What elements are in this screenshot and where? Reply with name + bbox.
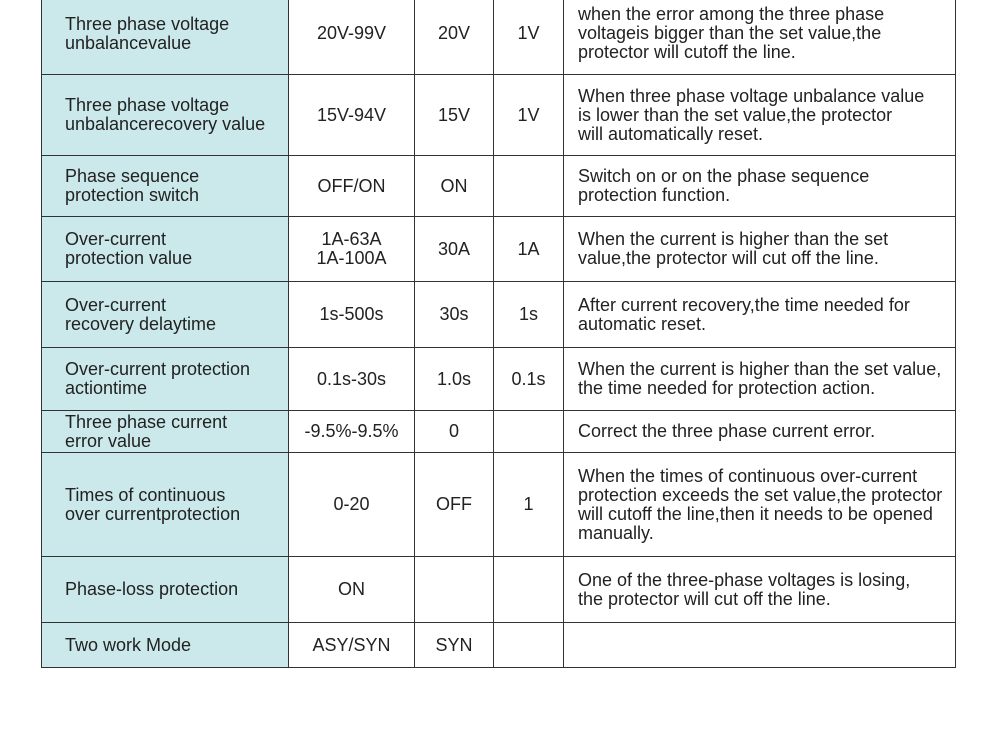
description-cell-line: After current recovery,the time needed for xyxy=(578,294,910,315)
range-cell-line: ASY/SYN xyxy=(312,634,391,655)
parameter-name-cell-line: actiontime xyxy=(65,378,148,398)
parameter-name-cell xyxy=(42,623,289,668)
range-cell-line: OFF/ON xyxy=(317,175,386,196)
parameter-name-cell-line: Three phase voltage xyxy=(65,13,230,34)
table-row xyxy=(42,623,956,668)
description-cell xyxy=(564,156,956,217)
range-cell-line: 1s-500s xyxy=(319,304,384,324)
table-row xyxy=(42,282,956,348)
parameter-name-cell xyxy=(42,75,289,156)
step-cell: 1s xyxy=(494,282,564,348)
parameter-name-cell-line: Times of continuous xyxy=(65,484,226,505)
range-cell-line: -9.5%-9.5% xyxy=(304,421,399,441)
step-cell: 1 xyxy=(494,453,564,557)
range-cell xyxy=(289,217,415,282)
parameter-name-cell-line: unbalancevalue xyxy=(65,32,192,53)
range-cell xyxy=(289,156,415,217)
range-cell xyxy=(289,453,415,557)
table-row xyxy=(42,348,956,411)
description-cell xyxy=(564,411,956,453)
default-cell: 30s xyxy=(415,282,494,348)
step-cell: 0.1s xyxy=(494,348,564,411)
table-row xyxy=(42,453,956,557)
default-cell: ON xyxy=(415,156,494,217)
default-cell: 20V xyxy=(415,0,494,75)
description-cell xyxy=(564,348,956,411)
range-cell-line: 15V-94V xyxy=(316,104,387,125)
range-cell-line: 1A-63A xyxy=(321,229,382,249)
description-cell-line: will automatically reset. xyxy=(578,123,764,144)
range-cell xyxy=(289,75,415,156)
parameter-name-cell-line: protection value xyxy=(65,248,193,268)
range-cell xyxy=(289,557,415,623)
parameter-name-cell-line: Two work Mode xyxy=(65,634,192,655)
range-cell xyxy=(289,411,415,453)
description-cell-line: manually. xyxy=(578,522,654,543)
table-row xyxy=(42,75,956,156)
parameter-table xyxy=(41,0,956,668)
table-row xyxy=(42,217,956,282)
description-cell-line: When the times of continuous over-current xyxy=(578,465,918,486)
table-row xyxy=(42,0,956,75)
default-cell: OFF xyxy=(415,453,494,557)
description-cell xyxy=(564,282,956,348)
range-cell xyxy=(289,0,415,75)
default-cell xyxy=(415,557,494,623)
parameter-name-cell-line: over currentprotection xyxy=(65,503,241,524)
range-cell-line: 0-20 xyxy=(333,494,370,514)
description-cell-line: One of the three-phase voltages is losing, xyxy=(578,569,911,590)
description-cell xyxy=(564,453,956,557)
default-cell: 15V xyxy=(415,75,494,156)
default-cell: 0 xyxy=(415,411,494,453)
range-cell-line: 20V-99V xyxy=(316,23,387,43)
default-cell: 1.0s xyxy=(415,348,494,411)
description-cell-line: is lower than the set value,the protector xyxy=(578,104,893,125)
description-cell-line: When three phase voltage unbalance value xyxy=(578,85,925,106)
description-cell xyxy=(564,217,956,282)
description-cell xyxy=(564,557,956,623)
step-cell xyxy=(494,411,564,453)
range-cell xyxy=(289,348,415,411)
parameter-name-cell-line: Three phase voltage xyxy=(65,95,230,115)
parameter-name-cell-line: Over-current protection xyxy=(65,359,251,379)
description-cell-line: protector will cutoff the line. xyxy=(578,42,796,62)
parameter-name-cell xyxy=(42,348,289,411)
description-cell-line: will cutoff the line,then it needs to be opened xyxy=(578,503,933,524)
parameter-name-cell xyxy=(42,0,289,75)
parameter-name-cell-line: Over-current xyxy=(65,294,167,315)
description-cell-line: When the current is higher than the set value, xyxy=(578,359,942,379)
description-cell-line: protection function. xyxy=(578,185,731,205)
description-cell xyxy=(564,75,956,156)
description-cell-line: value,the protector will cut off the line. xyxy=(578,248,879,268)
step-cell xyxy=(494,156,564,217)
description-cell-line: the time needed for protection action. xyxy=(578,378,876,398)
parameter-name-cell xyxy=(42,156,289,217)
table-row xyxy=(42,156,956,217)
parameter-name-cell-line: error value xyxy=(65,430,152,451)
step-cell xyxy=(494,557,564,623)
table-row xyxy=(42,557,956,623)
description-cell-line: voltageis bigger than the set value,the xyxy=(578,23,882,43)
range-cell-line: ON xyxy=(338,579,365,599)
parameter-name-cell xyxy=(42,411,289,453)
table-row xyxy=(42,411,956,453)
default-cell: 30A xyxy=(415,217,494,282)
parameter-name-cell xyxy=(42,217,289,282)
description-cell-line: Switch on or on the phase sequence xyxy=(578,166,870,186)
step-cell xyxy=(494,623,564,668)
description-cell-line: automatic reset. xyxy=(578,313,707,334)
description-cell-line: the protector will cut off the line. xyxy=(578,588,831,609)
parameter-name-cell-line: protection switch xyxy=(65,185,200,205)
description-cell xyxy=(564,623,956,668)
parameter-table-body xyxy=(42,0,956,668)
parameter-name-cell xyxy=(42,557,289,623)
parameter-name-cell-line: Three phase current xyxy=(65,411,228,432)
step-cell: 1V xyxy=(494,0,564,75)
range-cell-line: 0.1s-30s xyxy=(316,368,387,389)
step-cell: 1V xyxy=(494,75,564,156)
description-cell-line: when the error among the three phase xyxy=(578,4,885,24)
range-cell-line: 1A-100A xyxy=(316,248,387,268)
step-cell: 1A xyxy=(494,217,564,282)
default-cell: SYN xyxy=(415,623,494,668)
description-cell-line: Correct the three phase current error. xyxy=(578,421,876,441)
parameter-name-cell-line: Phase sequence xyxy=(65,166,200,186)
description-cell-line: protection exceeds the set value,the protector xyxy=(578,484,943,505)
parameter-name-cell xyxy=(42,453,289,557)
range-cell xyxy=(289,282,415,348)
parameter-name-cell-line: Over-current xyxy=(65,229,167,249)
parameter-name-cell-line: unbalancerecovery value xyxy=(65,114,266,134)
description-cell-line: When the current is higher than the set xyxy=(578,229,889,249)
range-cell xyxy=(289,623,415,668)
parameter-name-cell-line: recovery delaytime xyxy=(65,313,217,334)
parameter-name-cell-line: Phase-loss protection xyxy=(65,579,239,599)
description-cell xyxy=(564,0,956,75)
parameter-name-cell xyxy=(42,282,289,348)
